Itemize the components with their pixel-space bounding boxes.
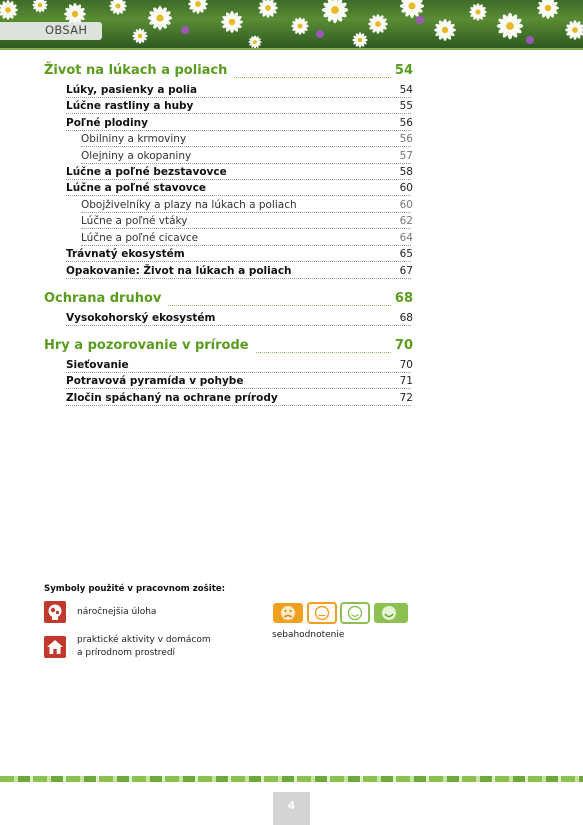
toc-entry-page: 58 bbox=[396, 166, 413, 178]
daisy-flower bbox=[248, 35, 261, 48]
page-number: 4 bbox=[287, 800, 296, 812]
toc-entry-page: 68 bbox=[391, 291, 413, 306]
toc-section-entry bbox=[0, 338, 583, 354]
daisy-flower bbox=[258, 0, 278, 18]
toc-entry-title: Obojživelníky a plazy na lúkach a poliach bbox=[81, 199, 303, 211]
toc-entry-page: 68 bbox=[396, 312, 413, 324]
page-number-box bbox=[273, 792, 310, 825]
toc-entry-page: 60 bbox=[396, 182, 413, 194]
toc-entry-title: Ochrana druhov bbox=[44, 291, 167, 306]
daisy-flower bbox=[469, 3, 487, 21]
toc-entry-title: Opakovanie: Život na lúkach a poliach bbox=[66, 265, 298, 277]
daisy-flower bbox=[322, 0, 348, 23]
toc-entry bbox=[0, 133, 583, 149]
purple-flower bbox=[416, 16, 424, 24]
daisy-flower bbox=[352, 32, 367, 47]
toc-entry-title: Hry a pozorovanie v prírode bbox=[44, 338, 255, 353]
daisy-flower bbox=[109, 0, 127, 15]
toc-entry-page: 54 bbox=[396, 84, 413, 96]
toc-entry bbox=[0, 100, 583, 116]
toc-entry-page: 62 bbox=[396, 215, 413, 227]
toc-entry-title: Zločin spáchaný na ochrane prírody bbox=[66, 392, 284, 404]
toc-entry-title: Lúčne a poľné cicavce bbox=[81, 232, 204, 244]
brain-gears-icon bbox=[44, 601, 66, 623]
toc-entry-page: 56 bbox=[396, 133, 413, 145]
toc-entry bbox=[0, 150, 583, 166]
self-assessment-label: sebahodnotenie bbox=[272, 630, 345, 640]
toc-entry bbox=[0, 182, 583, 198]
difficult-task-label: náročnejšia úloha bbox=[77, 607, 157, 617]
toc-entry-title: Lúčne a poľné stavovce bbox=[66, 182, 212, 194]
toc-entry bbox=[0, 312, 583, 328]
footer-stripe bbox=[0, 776, 583, 782]
toc-entry-title: Lúky, pasienky a polia bbox=[66, 84, 203, 96]
toc-entry bbox=[0, 232, 583, 248]
toc-entry-page: 60 bbox=[396, 199, 413, 211]
daisy-flower bbox=[497, 13, 523, 39]
daisy-flower bbox=[537, 0, 559, 19]
toc-entry-title: Lúčne a poľné vtáky bbox=[81, 215, 193, 227]
purple-flower bbox=[316, 30, 324, 38]
toc-entry-page: 71 bbox=[396, 375, 413, 387]
toc-entry-title: Sieťovanie bbox=[66, 359, 135, 371]
toc-entry bbox=[0, 359, 583, 375]
practical-activities-line-2: a prírodnom prostredí bbox=[77, 648, 176, 658]
toc-entry bbox=[0, 265, 583, 281]
purple-flower bbox=[526, 36, 534, 44]
toc-entry bbox=[0, 215, 583, 231]
smiley-scale-icon bbox=[272, 601, 409, 629]
purple-flower bbox=[181, 26, 189, 34]
symbols-title: Symboly použité v pracovnom zošite: bbox=[44, 584, 226, 594]
daisy-flower bbox=[132, 28, 147, 43]
toc-entry-page: 56 bbox=[396, 117, 413, 129]
toc-entry bbox=[0, 392, 583, 408]
daisy-flower bbox=[0, 0, 18, 20]
toc-entry bbox=[0, 199, 583, 215]
toc-entry-title: Poľné plodiny bbox=[66, 117, 154, 129]
toc-entry-title: Lúčne a poľné bezstavovce bbox=[66, 166, 233, 178]
practical-activities-label bbox=[77, 634, 211, 660]
toc-entry-page: 72 bbox=[396, 392, 413, 404]
toc-entry-title: Obilniny a krmoviny bbox=[81, 133, 192, 145]
practical-activities-line-1: praktické aktivity v domácom bbox=[77, 635, 211, 645]
toc-entry-page: 70 bbox=[391, 338, 413, 353]
toc-entry-page: 65 bbox=[396, 248, 413, 260]
toc-entry bbox=[0, 248, 583, 264]
toc-entry-title: Lúčne rastliny a huby bbox=[66, 100, 199, 112]
daisy-flower bbox=[368, 14, 388, 34]
toc-section-entry bbox=[0, 63, 583, 79]
daisy-flower bbox=[32, 0, 47, 13]
toc-entry-title: Vysokohorský ekosystém bbox=[66, 312, 221, 324]
toc-entry bbox=[0, 117, 583, 133]
toc-entry-title: Potravová pyramída v pohybe bbox=[66, 375, 249, 387]
daisy-flower bbox=[188, 0, 208, 14]
toc-entry bbox=[0, 375, 583, 391]
toc-entry-title: Život na lúkach a poliach bbox=[44, 63, 233, 78]
toc-entry-page: 67 bbox=[396, 265, 413, 277]
header-banner bbox=[0, 0, 583, 48]
house-icon bbox=[44, 636, 66, 658]
daisy-flower bbox=[434, 19, 456, 41]
toc-section-entry bbox=[0, 291, 583, 307]
toc-entry-page: 55 bbox=[396, 100, 413, 112]
toc-entry-page: 70 bbox=[396, 359, 413, 371]
toc-entry-title: Olejniny a okopaniny bbox=[81, 150, 197, 162]
toc-entry-title: Trávnatý ekosystém bbox=[66, 248, 191, 260]
daisy-flower bbox=[148, 6, 172, 30]
daisy-flower bbox=[565, 20, 583, 40]
daisy-flower bbox=[291, 17, 309, 35]
section-label: OBSAH bbox=[45, 23, 88, 37]
toc-entry bbox=[0, 84, 583, 100]
toc-entry-page: 57 bbox=[396, 150, 413, 162]
toc-entry-page: 54 bbox=[391, 63, 413, 78]
banner-divider bbox=[0, 48, 583, 50]
toc-entry bbox=[0, 166, 583, 182]
daisy-flower bbox=[400, 0, 424, 18]
daisy-flower bbox=[221, 11, 243, 33]
toc-entry-page: 64 bbox=[396, 232, 413, 244]
